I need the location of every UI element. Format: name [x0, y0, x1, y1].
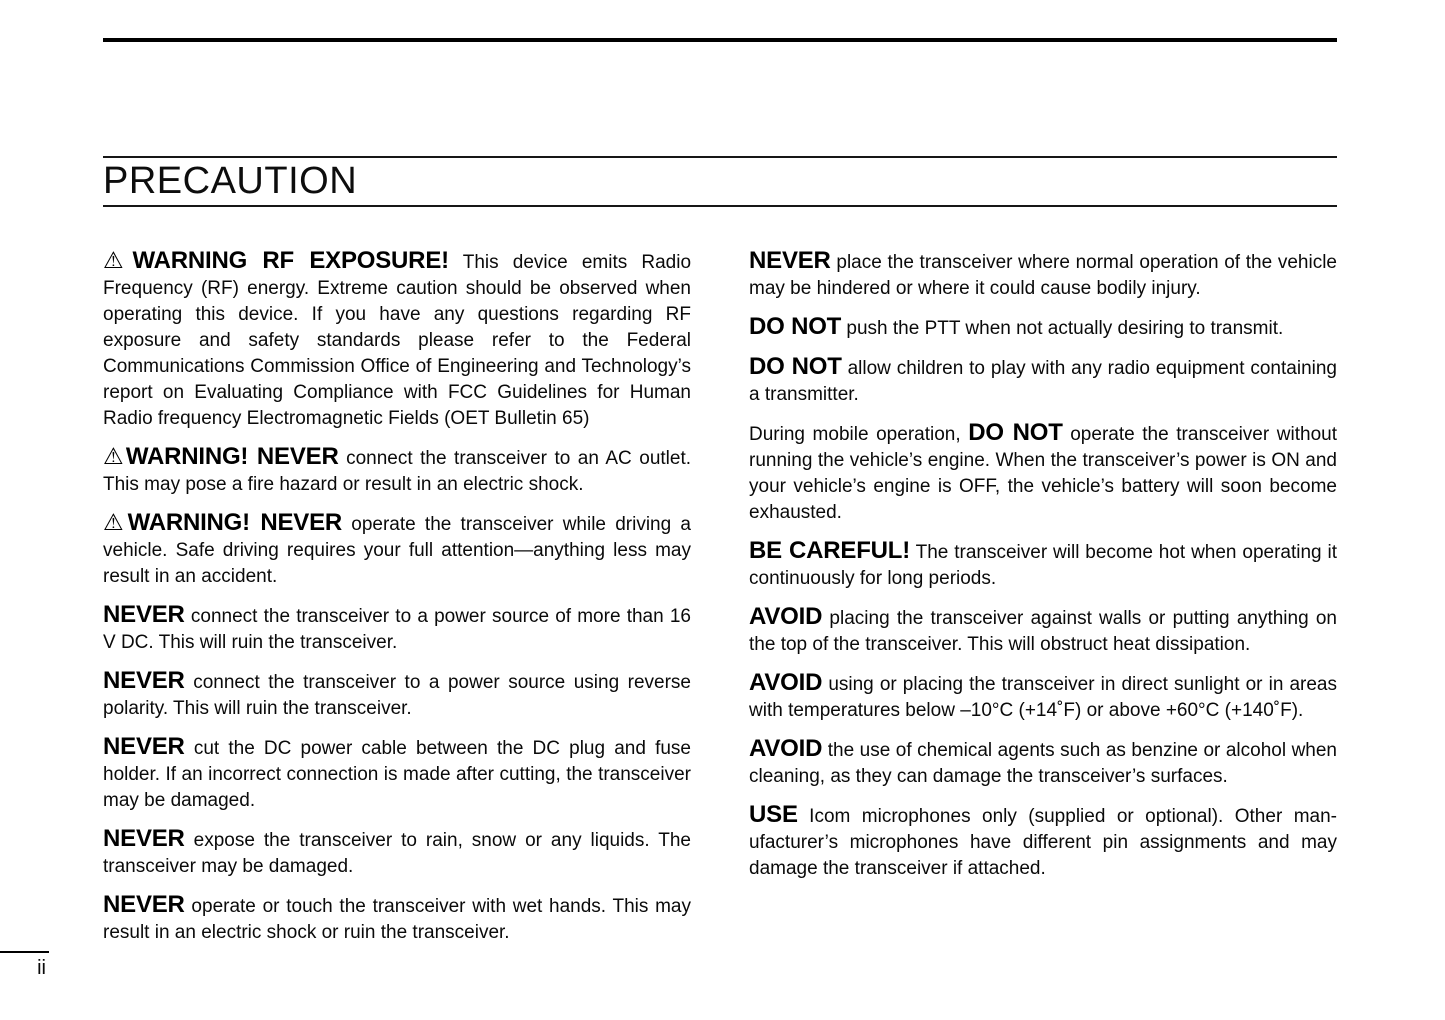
precaution-paragraph [103, 669, 691, 722]
paragraph-lead: DO NOT [968, 419, 1063, 446]
precaution-paragraph [103, 603, 691, 656]
paragraph-text: connect the transceiver to a power source of more than 16 V DC. This will ruin the transceiver. [103, 606, 691, 653]
paragraph-lead: NEVER [103, 667, 185, 694]
page-number: ii [37, 957, 46, 979]
paragraph-lead: AVOID [749, 603, 823, 630]
paragraph-text: operate the transceiver without running the vehicle’s engine. When the transceiver’s power is ON and your vehicle’s engine is OFF, the vehicle’s battery will soon become exhausted. [749, 424, 1337, 523]
paragraph-lead: AVOID [749, 669, 823, 696]
precaution-paragraph [103, 445, 691, 498]
paragraph-text: This device emits Radio Frequency (RF) energy. Extreme caution should be observed when operating this device. If you have any questions regarding RF exposure and safety standards please refer to the Federal Communications Commission Office of Engineering and Technology’s report on Evaluating Compliance with FCC Guidelines for Human Radio frequency Electromagnetic Fields (OET Bulletin 65) [103, 252, 692, 429]
paragraph-text: using or placing the transceiver in direct sunlight or in areas with temperatures below –10°C (+14˚F) or above +60°C (+140˚F). [749, 674, 1337, 721]
paragraph-text: operate or touch the transceiver with wet hands. This may result in an electric shock or ruin the transceiver. [103, 896, 691, 943]
page-title: PRECAUTION [103, 156, 1337, 207]
paragraph-text: The transceiver will become hot when operating it continuously for long periods. [749, 542, 1337, 589]
paragraph-lead: NEVER [103, 601, 185, 628]
precaution-paragraph [749, 803, 1337, 882]
precaution-paragraph [749, 249, 1337, 302]
precaution-paragraph [749, 539, 1337, 592]
precaution-paragraph [749, 737, 1337, 790]
paragraph-text: place the transceiver where normal operation of the vehicle may be hindered or where it could cause bodily injury. [749, 252, 1337, 299]
paragraph-lead: WARNING RF EXPOSURE! [132, 247, 449, 274]
precaution-paragraph [749, 355, 1337, 408]
precaution-paragraph [749, 671, 1337, 724]
precaution-paragraph [103, 827, 691, 880]
paragraph-text: placing the transceiver against walls or putting anything on the top of the transceiver. This will obstruct heat dissipation. [749, 608, 1337, 655]
paragraph-text: the use of chemical agents such as benzine or alcohol when cleaning, as they can damage the transceiver’s surfaces. [749, 740, 1337, 787]
precaution-paragraph [103, 893, 691, 946]
footer-rule [0, 951, 49, 953]
precaution-paragraph [103, 735, 691, 814]
paragraph-text: push the PTT when not actually desiring to transmit. [841, 318, 1284, 339]
paragraph-text: cut the DC power cable between the DC plug and fuse holder. If an incorrect connection is made after cutting, the transceiver may be damaged. [103, 738, 691, 811]
precaution-paragraph [749, 315, 1337, 342]
right-column [749, 249, 1337, 959]
precaution-paragraph [749, 421, 1337, 526]
paragraph-lead: NEVER [103, 825, 185, 852]
left-column [103, 249, 691, 959]
warning-triangle-icon: ⚠ [103, 247, 133, 273]
precaution-paragraph [103, 249, 691, 432]
paragraph-text: connect the transceiver to an AC outlet. This may pose a fire hazard or result in an electric shock. [103, 448, 692, 495]
paragraph-lead: AVOID [749, 735, 823, 762]
warning-triangle-icon: ⚠ [103, 443, 126, 469]
paragraph-lead: DO NOT [749, 313, 842, 340]
paragraph-lead: WARNING! NEVER [127, 509, 343, 536]
paragraph-text: During mobile operation, [749, 424, 969, 445]
paragraph-lead: USE [749, 801, 798, 828]
warning-triangle-icon: ⚠ [103, 509, 128, 535]
paragraph-lead: NEVER [749, 247, 831, 274]
precaution-paragraph [749, 605, 1337, 658]
paragraph-text: operate the transceiver while driving a vehicle. Safe driving requires your full attention—anything less may result in an accident. [103, 514, 691, 587]
paragraph-text: allow children to play with any radio equipment containing a transmitter. [749, 358, 1337, 405]
paragraph-text: expose the transceiver to rain, snow or any liquids. The transceiver may be damaged. [103, 830, 691, 877]
paragraph-lead: NEVER [103, 891, 185, 918]
paragraph-lead: BE CAREFUL! [749, 537, 911, 564]
paragraph-text: connect the transceiver to a power source using reverse polarity. This will ruin the transceiver. [103, 672, 691, 719]
content-columns [103, 249, 1337, 959]
paragraph-lead: DO NOT [749, 353, 842, 380]
top-rule [103, 38, 1337, 42]
precaution-paragraph [103, 511, 691, 590]
paragraph-text: Icom microphones only (supplied or optional). Other manufacturer’s microphones have different pin assignments and may damage the transceiver if attached. [749, 806, 1337, 879]
paragraph-lead: NEVER [103, 733, 185, 760]
paragraph-lead: WARNING! NEVER [125, 443, 339, 470]
